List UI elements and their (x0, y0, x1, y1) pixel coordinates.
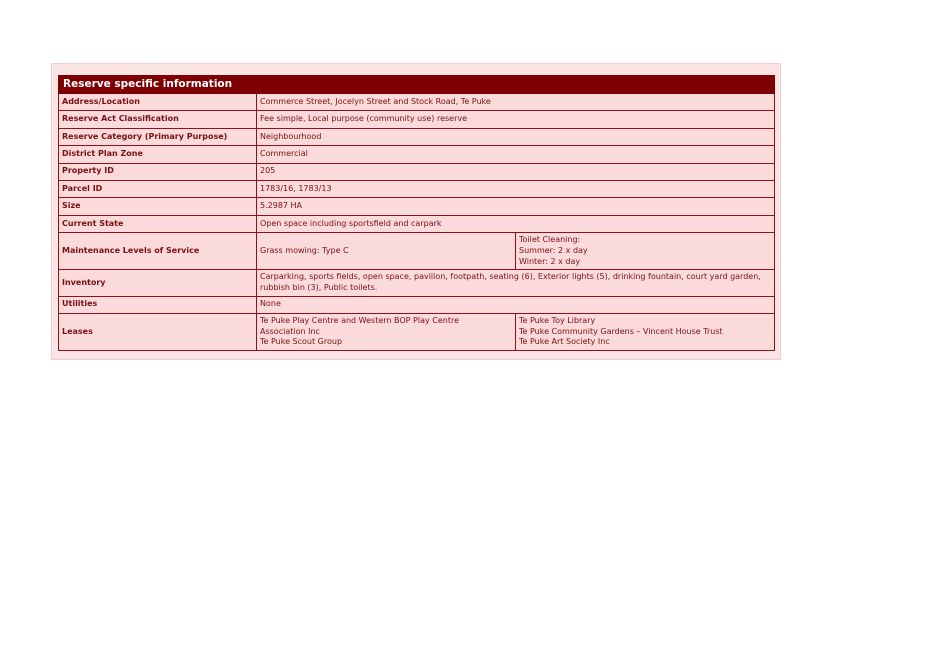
row-label-utilities: Utilities (59, 296, 257, 313)
row-value-classification: Fee simple, Local purpose (community use) reserve (257, 111, 775, 128)
row-label-leases: Leases (59, 314, 257, 351)
table-row (59, 94, 775, 111)
table-row (59, 314, 775, 351)
table-row (59, 198, 775, 215)
row-value-zone: Commercial (257, 146, 775, 163)
row-value-parcel-id: 1783/16, 1783/13 (257, 180, 775, 197)
row-value-maintenance-cleaning (516, 233, 775, 270)
table-title: Reserve specific information (59, 76, 775, 94)
row-value-inventory: Carparking, sports fields, open space, pavilion, footpath, seating (6), Exterior lights (5), drinking fountain, court yard garden, rubbish bin (3), Public toilets. (257, 270, 775, 296)
reserve-info-table (58, 75, 775, 351)
lease-line: Te Puke Toy Library (519, 316, 596, 326)
table-row (59, 111, 775, 128)
row-label-size: Size (59, 198, 257, 215)
row-value-maintenance-mowing: Grass mowing: Type C (257, 233, 516, 270)
row-value-property-id: 205 (257, 163, 775, 180)
row-label-zone: District Plan Zone (59, 146, 257, 163)
row-value-address: Commerce Street, Jocelyn Street and Stock Road, Te Puke (257, 94, 775, 111)
table-row (59, 180, 775, 197)
table-header-row (59, 76, 775, 94)
table-row (59, 233, 775, 270)
row-label-address: Address/Location (59, 94, 257, 111)
lease-line: Te Puke Community Gardens – Vincent House Trust (519, 326, 723, 336)
row-label-current-state: Current State (59, 215, 257, 232)
table-row (59, 215, 775, 232)
row-value-size: 5.2987 HA (257, 198, 775, 215)
row-label-property-id: Property ID (59, 163, 257, 180)
row-value-leases-col2 (516, 314, 775, 351)
row-value-category: Neighbourhood (257, 128, 775, 145)
lease-line: Association Inc (260, 326, 320, 336)
row-value-leases-col1 (257, 314, 516, 351)
row-label-classification: Reserve Act Classification (59, 111, 257, 128)
row-label-parcel-id: Parcel ID (59, 180, 257, 197)
row-value-current-state: Open space including sportsfield and carpark (257, 215, 775, 232)
lease-line: Te Puke Art Society Inc (519, 337, 610, 347)
row-label-maintenance: Maintenance Levels of Service (59, 233, 257, 270)
lease-line: Te Puke Play Centre and Western BOP Play Centre (260, 316, 460, 326)
cleaning-line: Summer: 2 x day (519, 245, 588, 255)
row-value-utilities: None (257, 296, 775, 313)
lease-line: Te Puke Scout Group (260, 337, 343, 347)
row-label-category: Reserve Category (Primary Purpose) (59, 128, 257, 145)
table-row (59, 163, 775, 180)
cleaning-line: Toilet Cleaning: (519, 235, 581, 245)
reserve-info-panel (51, 63, 781, 360)
table-row (59, 270, 775, 296)
table-row (59, 296, 775, 313)
cleaning-line: Winter: 2 x day (519, 256, 581, 266)
row-label-inventory: Inventory (59, 270, 257, 296)
table-row (59, 146, 775, 163)
table-row (59, 128, 775, 145)
